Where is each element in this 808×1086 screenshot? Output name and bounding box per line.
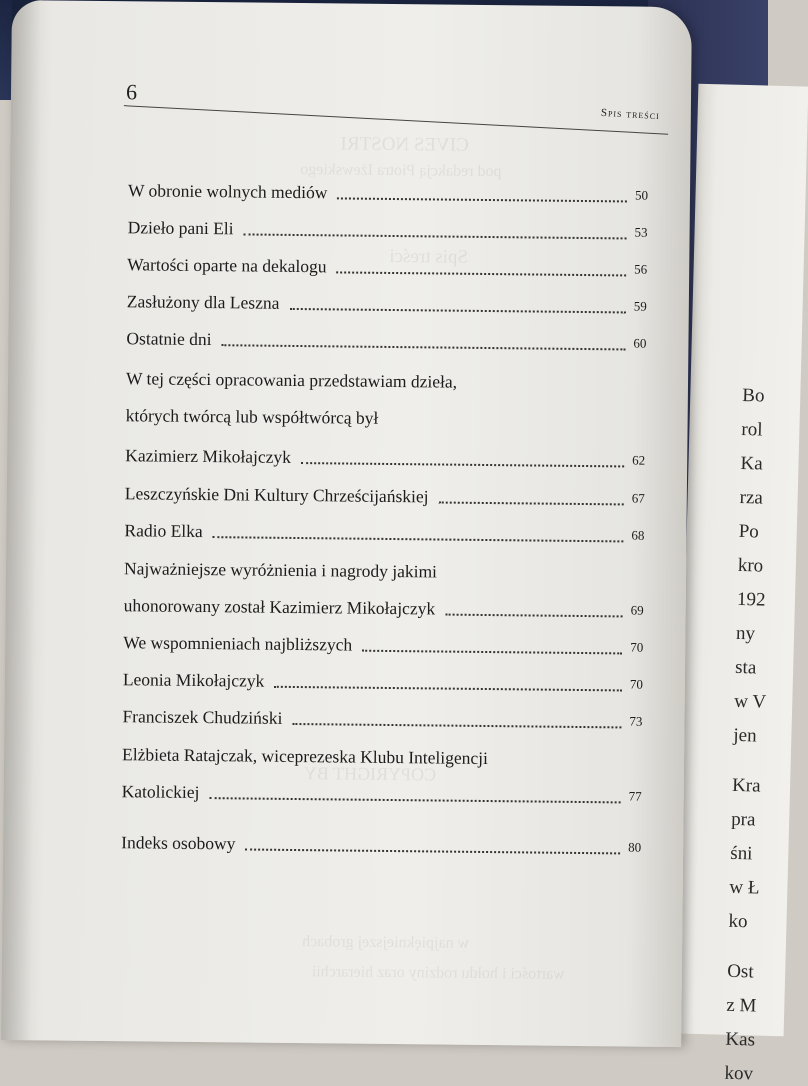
- right-page-fragment: Po: [738, 520, 760, 543]
- toc-entry-page: 50: [634, 187, 649, 203]
- toc-entry: [125, 482, 645, 509]
- right-page-fragment: rza: [739, 486, 764, 509]
- right-page-fragment: w Ł: [729, 876, 760, 899]
- right-page-fragment: sta: [734, 656, 757, 679]
- toc-entry: [122, 780, 642, 807]
- toc-section-text: których twórcą lub współtwórcą był: [125, 405, 379, 428]
- toc-entry: [127, 290, 647, 317]
- right-page: [674, 84, 808, 1085]
- show-through: wartości i hołdu rodziny oraz hierarchii: [311, 963, 565, 983]
- toc-entry-page: 80: [628, 839, 642, 855]
- show-through: CIVES NOSTRI: [340, 133, 469, 156]
- dot-leader: [289, 308, 625, 314]
- toc-entry-page: 77: [628, 788, 642, 804]
- dot-leader: [301, 462, 624, 467]
- toc-entry-page: 69: [630, 602, 644, 618]
- gutter-shadow: [1, 0, 42, 1040]
- right-page-fragment: Ost: [726, 960, 754, 983]
- toc-entry-title: Leszczyńskie Dni Kultury Chrześcijańskiej: [124, 483, 429, 507]
- toc-entry: [128, 216, 648, 243]
- dot-leader: [244, 233, 627, 239]
- dot-leader: [209, 797, 620, 803]
- toc-entry: [121, 831, 641, 858]
- dot-leader: [438, 501, 623, 505]
- right-page-fragment: jen: [733, 724, 757, 747]
- toc-entry-title: Wartości oparte na dekalogu: [127, 254, 327, 277]
- toc-entry-title: Zasłużony dla Leszna: [126, 291, 280, 313]
- dot-leader: [274, 686, 622, 692]
- toc-entry-page: 59: [633, 298, 647, 314]
- right-page-fragment: kro: [737, 554, 764, 577]
- toc-entry: [128, 179, 648, 206]
- show-through: w najpiękniejszej grobach: [302, 933, 470, 952]
- right-page-fragment: ny: [735, 622, 756, 645]
- show-through: Spis treści: [389, 245, 469, 268]
- toc-entry: [123, 631, 643, 658]
- toc-entry-title: Ostatnie dni: [126, 328, 212, 350]
- toc-entry-title: W obronie wolnych mediów: [127, 180, 328, 203]
- toc-section-text: Elżbieta Ratajczak, wiceprezeska Klubu Inteligencji: [122, 744, 489, 769]
- right-page-fragment: Kra: [731, 774, 761, 797]
- show-through: COPYRIGHT BY: [303, 763, 437, 785]
- toc-entry-title: Indeks osobowy: [121, 832, 236, 854]
- dot-leader: [445, 614, 623, 618]
- toc-entry-page: 70: [630, 639, 644, 655]
- toc-entry-page: 56: [634, 261, 648, 277]
- toc-entry-title: Dzieło pani Eli: [127, 217, 234, 239]
- dot-leader: [213, 536, 624, 542]
- toc-section-text: Najważniejsze wyróżnienia i nagrody jakimi: [123, 558, 438, 582]
- toc-entry-page: 70: [629, 676, 643, 692]
- right-page-fragment: 192: [736, 588, 766, 611]
- dot-leader: [362, 650, 622, 655]
- toc-entry-title: uhonorowany został Kazimierz Mikołajczyk: [123, 595, 436, 619]
- toc-entry-page: 53: [634, 224, 648, 240]
- dot-leader: [221, 344, 625, 350]
- toc-entry-page: 60: [633, 335, 647, 351]
- toc-entry-page: 73: [629, 713, 643, 729]
- toc-entry: [125, 444, 645, 471]
- toc-entry-title: Leonia Mikołajczyk: [122, 669, 265, 691]
- toc-entry: [123, 668, 643, 695]
- right-page-fragment: kov: [724, 1062, 754, 1085]
- right-page-fragment: Kas: [725, 1028, 756, 1051]
- toc-entry-title: Radio Elka: [124, 520, 203, 542]
- toc-entry-page: 62: [632, 452, 646, 468]
- toc-entry-title: We wspomnieniach najbliższych: [123, 632, 353, 655]
- dot-leader: [245, 848, 620, 854]
- toc-entry-page: 67: [631, 490, 645, 506]
- book-page: [1, 0, 692, 1047]
- toc-entry: [124, 519, 644, 546]
- header-rule: [124, 105, 668, 135]
- right-page-fragment: śni: [730, 842, 753, 865]
- toc-entry-title: Franciszek Chudziński: [122, 706, 283, 728]
- right-page-fragment: w V: [734, 690, 767, 713]
- toc-entry: [126, 327, 646, 354]
- show-through: pod redakcją Piotra Iżewskiego: [300, 161, 502, 181]
- right-page-fragment: Ka: [740, 452, 763, 475]
- right-page-fragment: rol: [741, 418, 763, 441]
- toc-entry-title: Katolickiej: [121, 781, 200, 803]
- toc-entry: [124, 594, 644, 621]
- dot-leader: [292, 723, 621, 728]
- dot-leader: [337, 197, 627, 202]
- right-page-fragment: ko: [728, 910, 748, 933]
- toc-entry: [122, 705, 642, 732]
- toc-entry-title: Kazimierz Mikołajczyk: [125, 445, 292, 467]
- toc-section-text: W tej części opracowania przedstawiam dzieła,: [125, 368, 458, 392]
- dot-leader: [336, 271, 626, 276]
- right-page-fragment: Bo: [742, 384, 765, 407]
- page-number: 6: [125, 79, 138, 105]
- right-page-fragment: z M: [726, 994, 757, 1017]
- running-title: Spis treści: [600, 106, 661, 123]
- toc-entry: [127, 253, 647, 280]
- toc-entry-page: 68: [631, 527, 645, 543]
- right-page-fragment: pra: [730, 808, 756, 831]
